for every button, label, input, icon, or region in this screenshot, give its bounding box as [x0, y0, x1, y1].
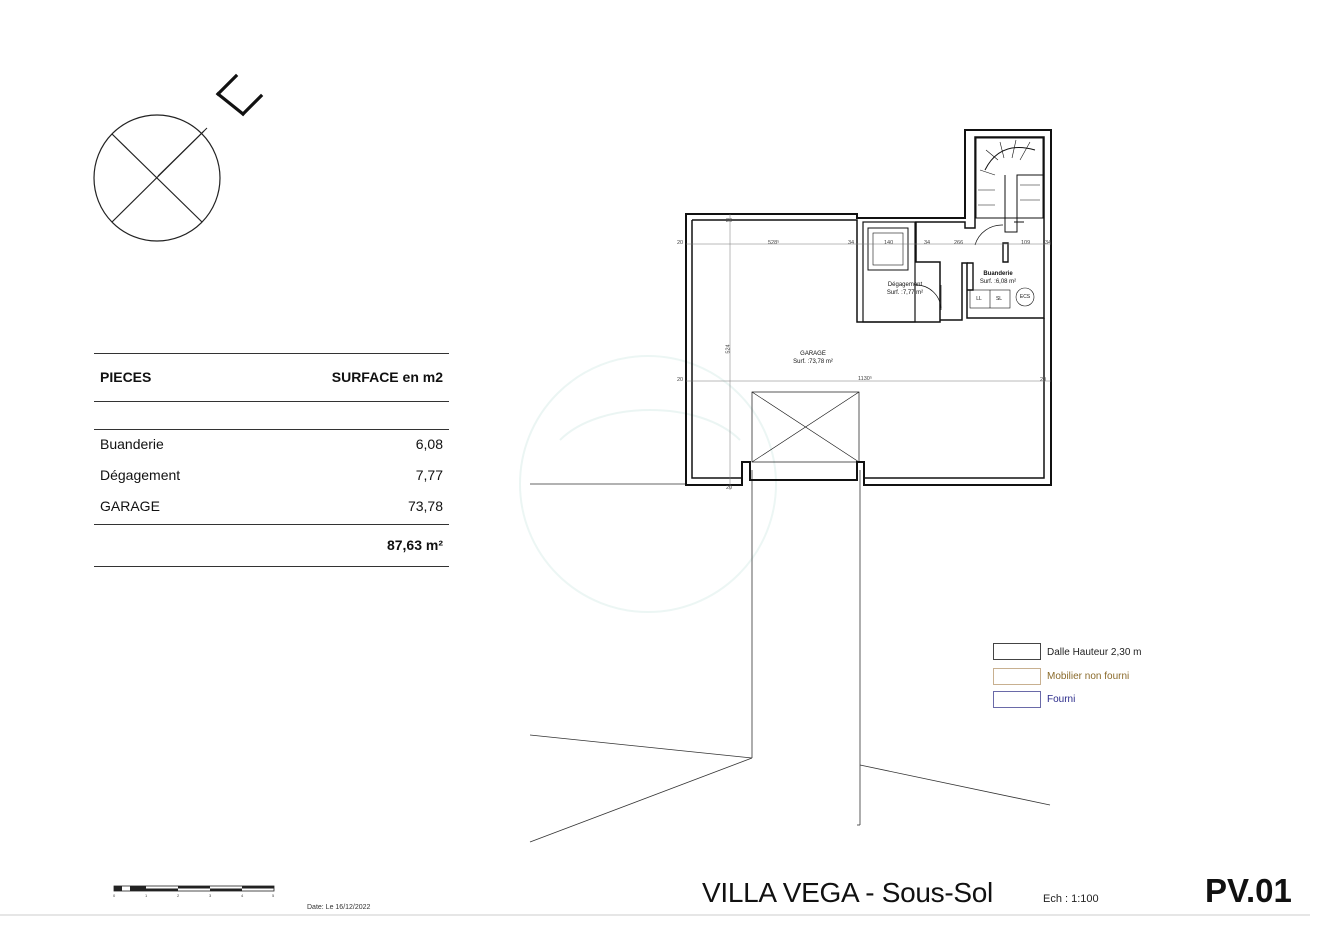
fixture-sl: SL [995, 296, 1003, 302]
drawing-scale: Ech : 1:100 [1043, 893, 1099, 905]
table-total: 87,63 m² [386, 537, 443, 553]
scale-tick-4: 4 [241, 893, 244, 898]
drawing-title: VILLA VEGA - Sous-Sol [702, 877, 993, 908]
room-label-garage: GARAGE [800, 351, 826, 357]
room-surface-garage: Surf. :73,78 m² [793, 359, 833, 365]
dim-left-20: 20 [677, 240, 684, 246]
dim-34a: 34 [848, 240, 855, 246]
row-value-buanderie: 6,08 [415, 436, 443, 452]
dim-20-mid-right: 20 [1040, 377, 1047, 383]
row-name-degagement: Dégagement [100, 467, 181, 483]
legend-swatch-mobilier [993, 668, 1041, 685]
dim-266: 266 [954, 240, 964, 246]
legend-swatch-dalle [993, 643, 1041, 660]
legend-label-mobilier: Mobilier non fourni [1047, 671, 1130, 682]
row-name-buanderie: Buanderie [100, 436, 164, 452]
sheet-number: PV.01 [1205, 872, 1292, 909]
fixture-ll: LL [976, 296, 982, 302]
room-label-buanderie: Buanderie [983, 271, 1013, 277]
table-bottom-rule [94, 566, 449, 567]
scale-tick-3: 3 [209, 893, 212, 898]
dim-109: 109 [1021, 240, 1031, 246]
dim-20-bottom: 20 [726, 485, 733, 491]
table-body-rule [94, 429, 449, 430]
legend-label-fourni: Fourni [1047, 694, 1076, 705]
dim-1130: 1130⁵ [858, 376, 873, 382]
dim-34c: 34 [1045, 240, 1052, 246]
row-value-degagement: 7,77 [415, 467, 443, 483]
legend-swatch-fourni [993, 691, 1041, 708]
row-name-garage: GARAGE [100, 498, 160, 514]
header-surface: SURFACE en m2 [331, 369, 443, 385]
legend-label-dalle: Dalle Hauteur 2,30 m [1047, 647, 1142, 658]
building-walls [686, 130, 1051, 485]
room-surface-buanderie: Surf. :6,08 m² [979, 279, 1017, 285]
room-label-degagement: Dégagement [887, 282, 923, 288]
fixture-ecs: ECS [1019, 294, 1031, 300]
north-arrow-icon [218, 76, 261, 114]
terrain-lines [530, 470, 1050, 842]
table-top-rule [94, 353, 449, 354]
dim-528: 528⁵ [768, 240, 780, 246]
scale-tick-1: 1 [145, 893, 148, 898]
scale-tick-2: 2 [177, 893, 180, 898]
north-compass [94, 76, 261, 241]
scale-tick-5: 5 [272, 893, 275, 898]
room-surface-degagement: Surf. :7,77 m² [886, 290, 924, 296]
table-total-rule [94, 524, 449, 525]
row-value-garage: 73,78 [407, 498, 443, 514]
scale-tick-0: 0 [113, 893, 116, 898]
dim-140: 140 [884, 240, 894, 246]
table-header-rule [94, 401, 449, 402]
dim-524: 524 [725, 344, 732, 354]
dim-20-top: 20 [726, 218, 733, 224]
dim-20-mid-left: 20 [677, 377, 684, 383]
header-pieces: PIECES [100, 369, 152, 385]
dim-34b: 34 [924, 240, 931, 246]
scale-bar [114, 886, 274, 891]
drawing-date: Date: Le 16/12/2022 [307, 904, 371, 911]
